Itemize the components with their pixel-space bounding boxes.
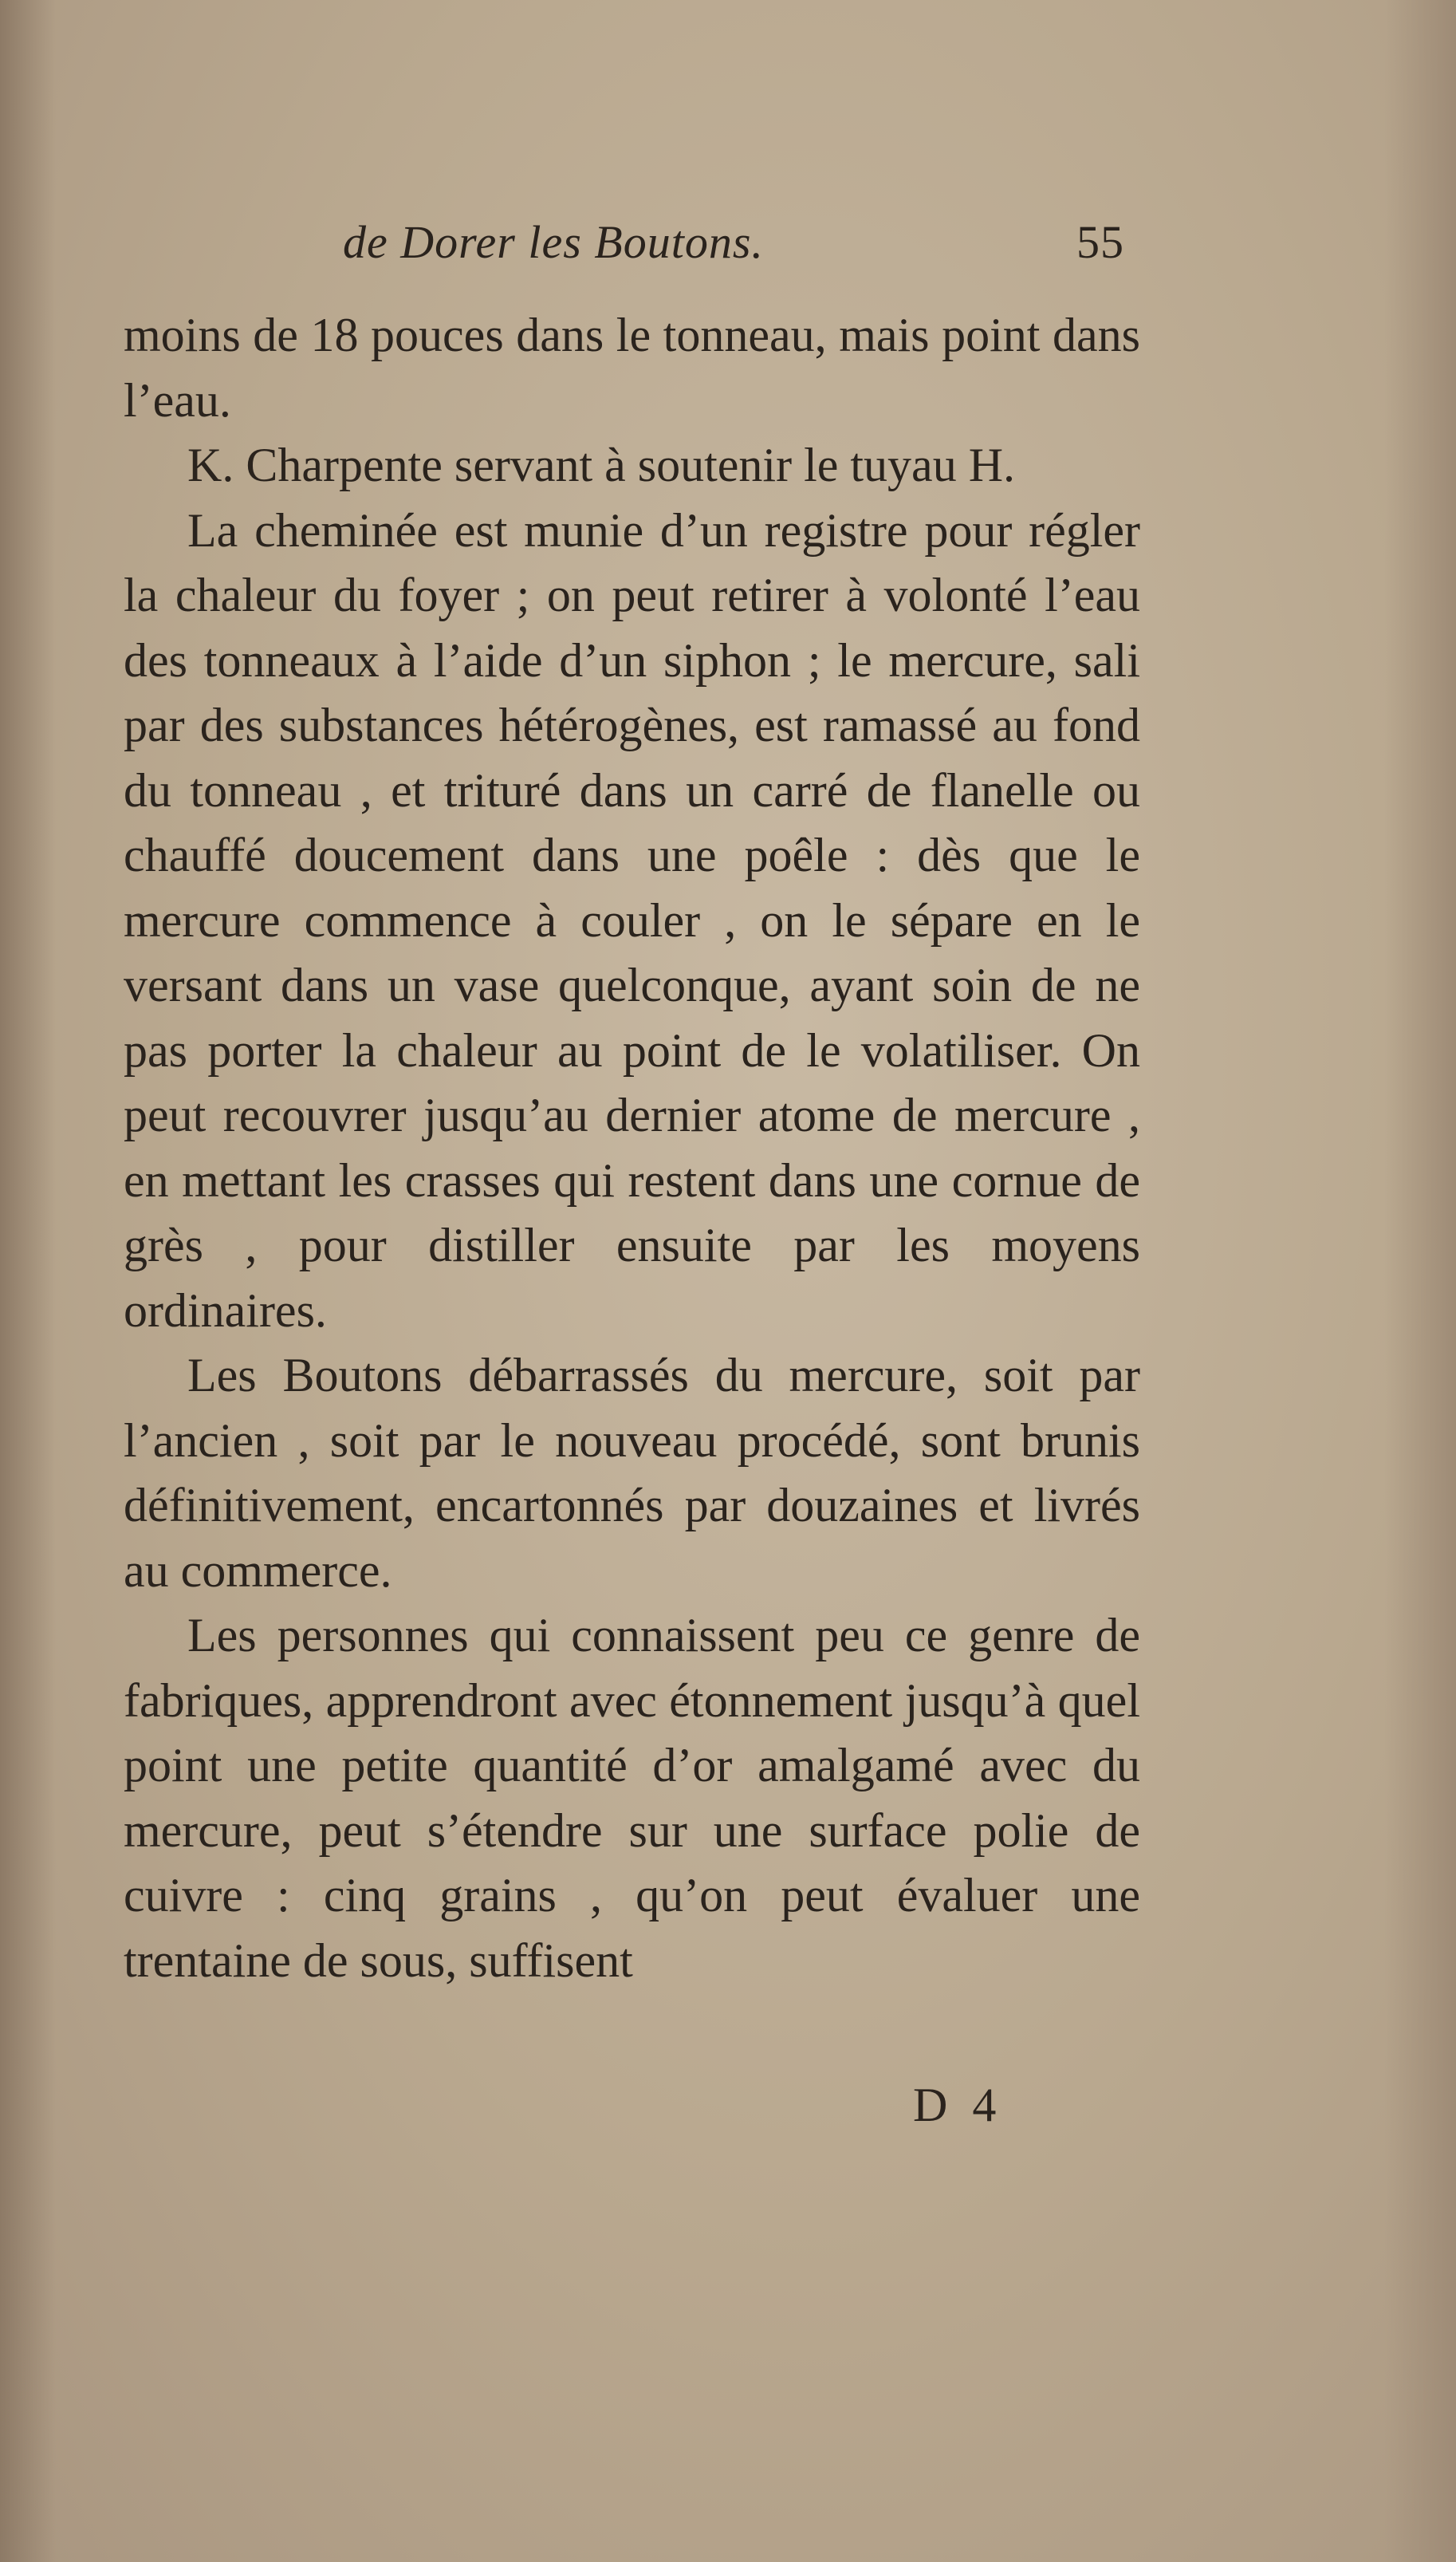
body-text — [124, 303, 1140, 1993]
page-number: 55 — [1076, 216, 1124, 268]
paragraph-chimney: La cheminée est munie d’un registre pour régler la chaleur du foyer ; on peut retirer à volonté l’eau des tonneaux à l’aide d’un siphon ; le mercure, sali par des substances hétérogènes, est ramassé au fond du tonneau , et trituré dans un carré de flanelle ou chauffé doucement dans une poêle : dès que le mercure commence à couler , on le sépare en le versant dans un vase quelconque, ayant soin de ne pas porter la chaleur au point de le volatiliser. On peut recouvrer jusqu’au dernier atome de mercure , en mettant les crasses qui restent dans une cornue de grès , pour distiller ensuite par les moyens ordinaires. — [124, 503, 1140, 1337]
running-head-title: de Dorer les Boutons. — [343, 216, 764, 268]
paragraph-legend-k: K. Charpente servant à soutenir le tuyau H. — [187, 439, 1016, 491]
signature-mark: D 4 — [913, 2079, 1003, 2131]
paragraph-continuation: moins de 18 pouces dans le tonneau, mais point dans l’eau. — [124, 309, 1140, 427]
paragraph-persons: Les personnes qui connaissent peu ce genre de fabriques, apprendront avec étonnement jusqu’à quel point une petite quantité d’or amalgamé avec du mercure, peut s’étendre sur une surface polie de cuivre : cinq grains , qu’on peut évaluer une trentaine de sous, suffisent — [124, 1609, 1140, 1987]
running-head — [343, 215, 1124, 279]
paragraph-buttons: Les Boutons débarrassés du mercure, soit par l’ancien , soit par le nouveau procédé, sont brunis définitivement, encartonnés par douzaines et livrés au commerce. — [124, 1349, 1140, 1597]
